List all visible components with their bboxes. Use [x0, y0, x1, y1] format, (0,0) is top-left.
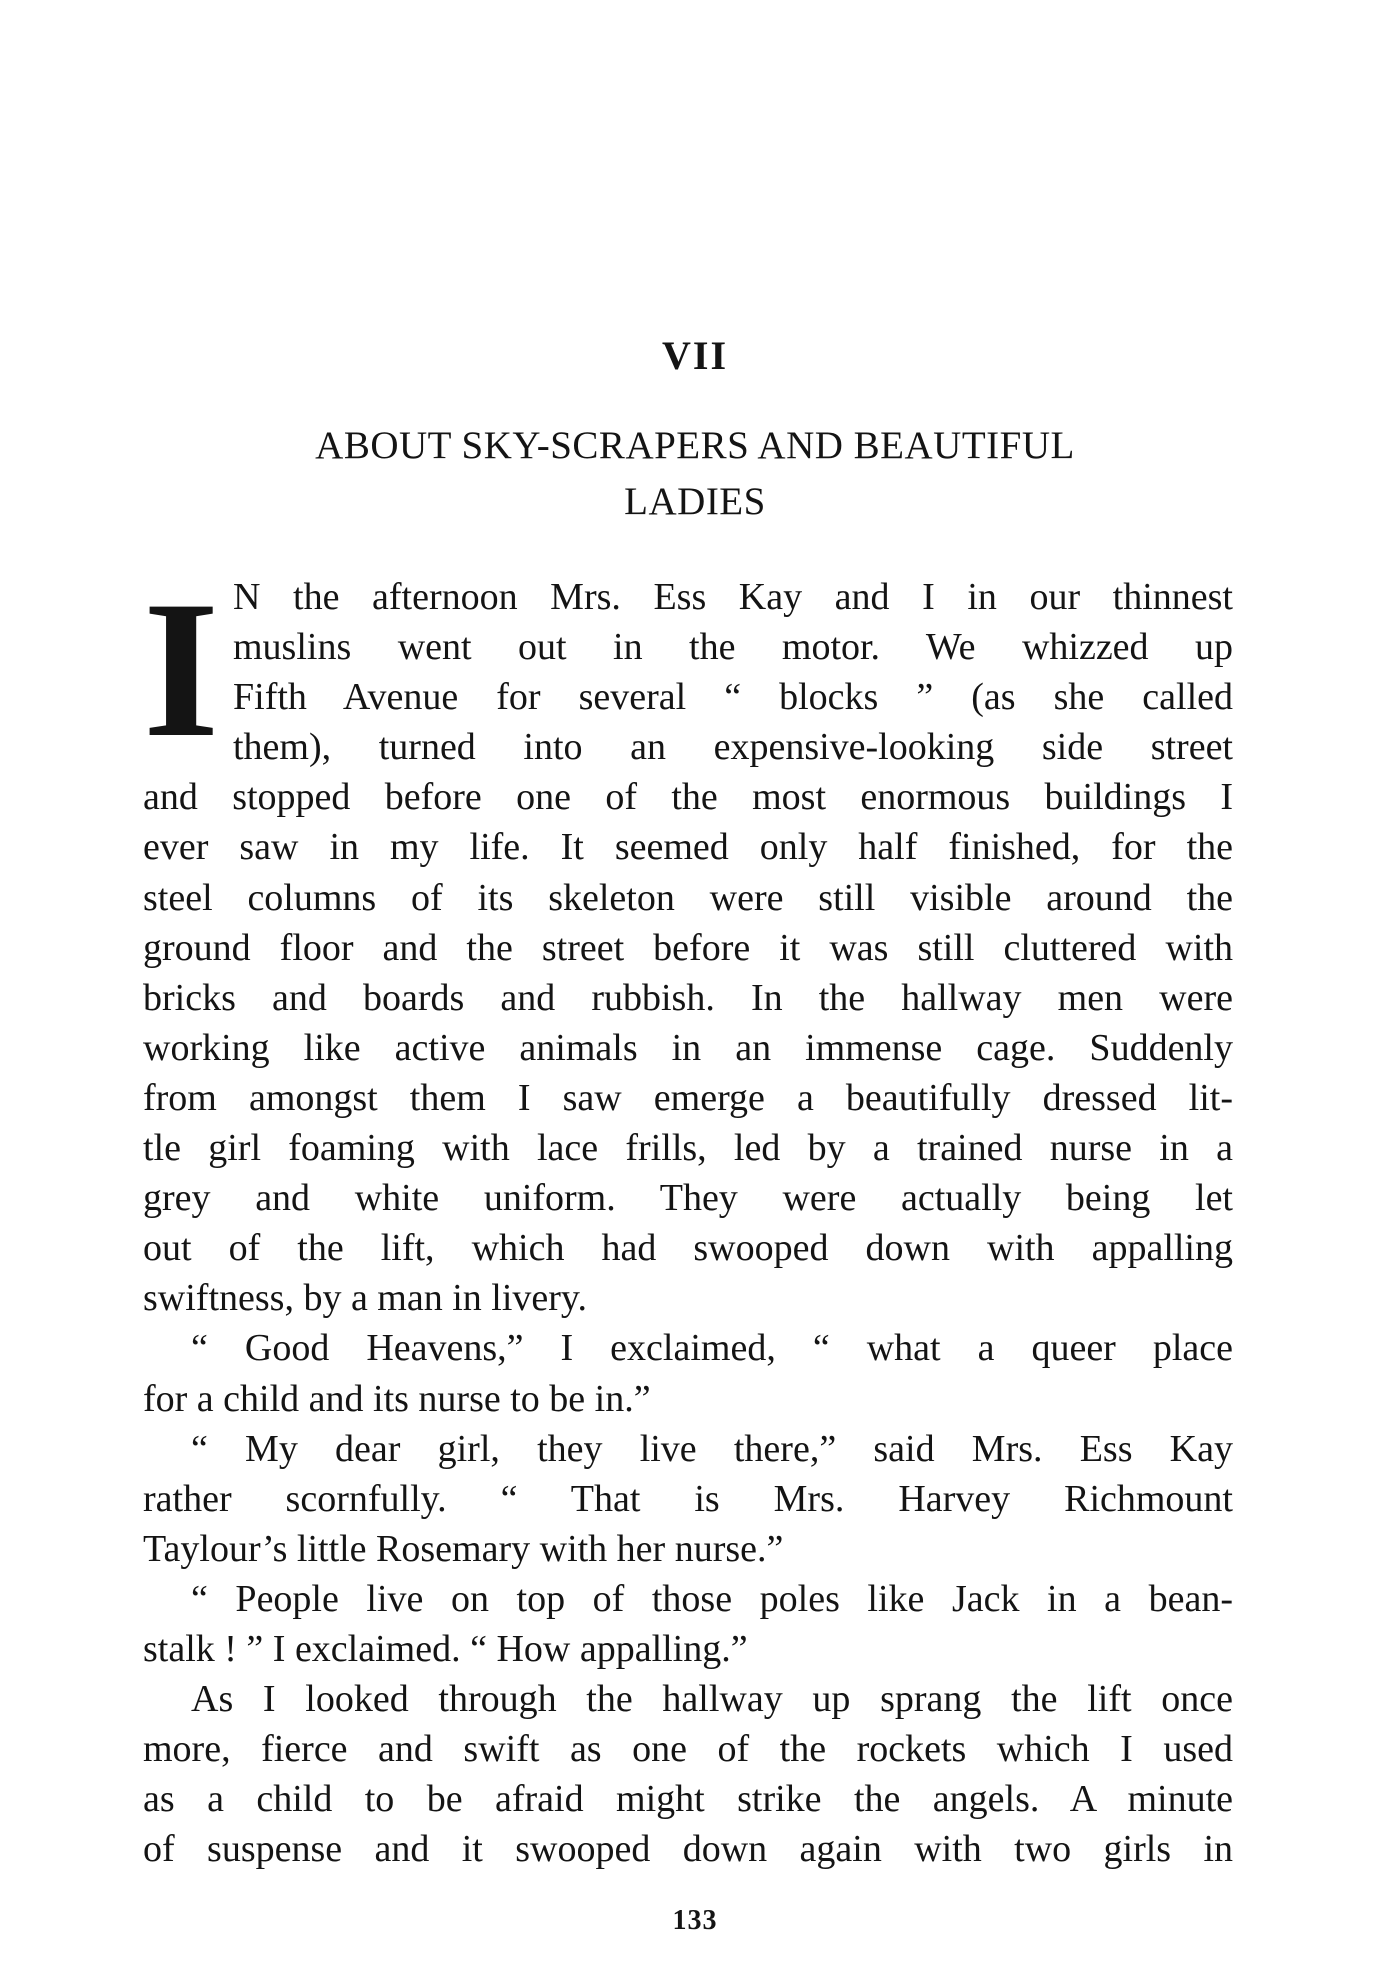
drop-cap: I: [143, 561, 220, 778]
text-line: bricks and boards and rubbish. In the hallway men were: [143, 976, 1233, 1019]
page-number: 133: [672, 1905, 718, 1936]
text-line: from amongst them I saw emerge a beautifully dressed lit-: [143, 1076, 1233, 1119]
text-line: muslins went out in the motor. We whizzed up: [233, 626, 1233, 669]
text-line: them), turned into an expensive-looking side street: [233, 726, 1233, 769]
text-line: “ People live on top of those poles like Jack in a bean-: [191, 1577, 1233, 1620]
text-line: out of the lift, which had swooped down with appalling: [143, 1227, 1233, 1270]
text-line: As I looked through the hallway up sprang the lift once: [191, 1678, 1233, 1721]
text-line: working like active animals in an immense cage. Suddenly: [143, 1026, 1233, 1069]
chapter-title: [150, 418, 1240, 530]
chapter-title-line-2: LADIES: [624, 480, 766, 523]
text-line: swiftness, by a man in livery.: [143, 1277, 587, 1320]
text-line: stalk ! ” I exclaimed. “ How appalling.”: [143, 1627, 748, 1670]
text-line: “ My dear girl, they live there,” said Mrs. Ess Kay: [191, 1427, 1233, 1470]
text-line: Fifth Avenue for several “ blocks ” (as she called: [233, 676, 1233, 719]
text-line: grey and white uniform. They were actually being let: [143, 1177, 1233, 1220]
text-line: tle girl foaming with lace frills, led by a trained nurse in a: [143, 1127, 1233, 1170]
chapter-number: VII: [661, 333, 729, 378]
text-line: for a child and its nurse to be in.”: [143, 1377, 651, 1420]
text-line: more, fierce and swift as one of the rockets which I used: [143, 1728, 1233, 1771]
text-line: ground floor and the street before it was still cluttered with: [143, 926, 1233, 969]
text-line: of suspense and it swooped down again with two girls in: [143, 1828, 1233, 1871]
text-line: as a child to be afraid might strike the angels. A minute: [143, 1778, 1233, 1821]
text-line: ever saw in my life. It seemed only half finished, for the: [143, 826, 1233, 869]
text-line: N the afternoon Mrs. Ess Kay and I in our thinnest: [233, 576, 1233, 618]
chapter-title-line-1: ABOUT SKY-SCRAPERS AND BEAUTIFUL: [315, 424, 1075, 467]
text-line: “ Good Heavens,” I exclaimed, “ what a queer place: [191, 1327, 1233, 1370]
text-line: and stopped before one of the most enormous buildings I: [143, 776, 1233, 819]
text-line: steel columns of its skeleton were still visible around the: [143, 876, 1233, 919]
text-line: rather scornfully. “ That is Mrs. Harvey Richmount: [143, 1477, 1233, 1520]
text-line: Taylour’s little Rosemary with her nurse.”: [143, 1527, 784, 1570]
body-text: [143, 561, 1233, 1874]
